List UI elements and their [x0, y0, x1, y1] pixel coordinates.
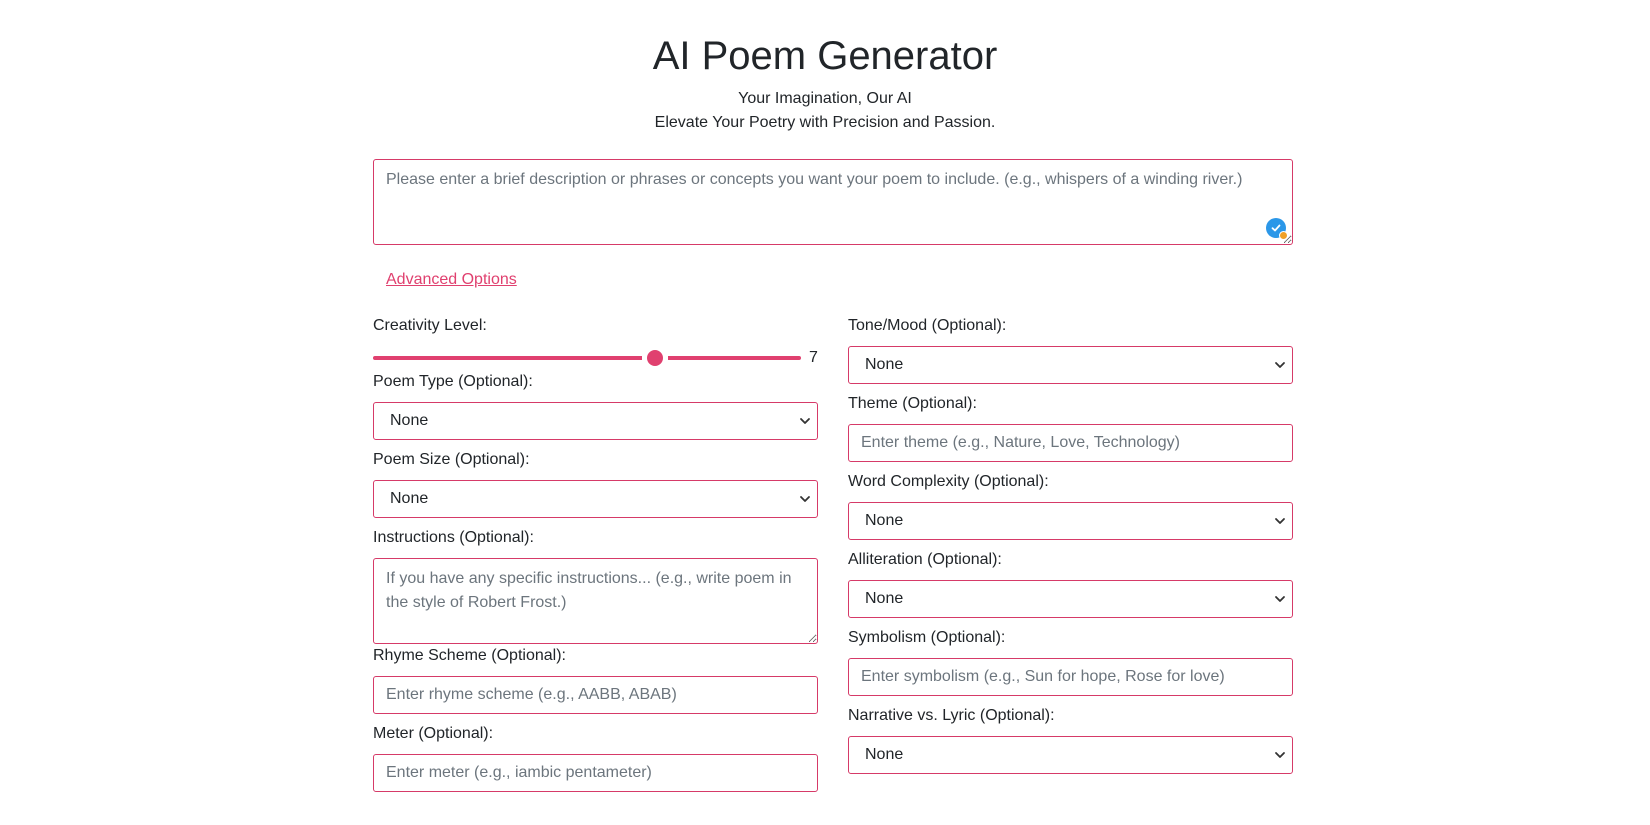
rhyme-scheme-input[interactable] — [373, 676, 818, 714]
creativity-label: Creativity Level: — [373, 317, 487, 334]
chevron-down-icon — [1274, 359, 1286, 371]
alliteration-selected: None — [865, 590, 904, 607]
chevron-down-icon — [1274, 749, 1286, 761]
instructions-input[interactable] — [373, 558, 818, 644]
status-dot — [1279, 231, 1288, 240]
meter-label: Meter (Optional): — [373, 725, 494, 742]
page-title: AI Poem Generator — [652, 34, 998, 78]
narrative-lyric-select[interactable] — [848, 736, 1293, 774]
instructions-label: Instructions (Optional): — [373, 529, 534, 546]
poem-type-select[interactable] — [373, 402, 818, 440]
word-complexity-select[interactable] — [848, 502, 1293, 540]
meter-input[interactable] — [373, 754, 818, 792]
creativity-slider-thumb[interactable] — [647, 350, 663, 366]
narrative-lyric-label: Narrative vs. Lyric (Optional): — [848, 707, 1055, 724]
alliteration-label: Alliteration (Optional): — [848, 551, 1002, 568]
narrative-lyric-selected: None — [865, 746, 904, 763]
tone-mood-select[interactable] — [848, 346, 1293, 384]
word-complexity-selected: None — [865, 512, 904, 529]
tone-mood-selected: None — [865, 356, 904, 373]
subtitle: Elevate Your Poetry with Precision and Passion. — [654, 114, 996, 131]
chevron-down-icon — [799, 493, 811, 505]
poem-size-selected: None — [390, 490, 429, 507]
creativity-slider-track[interactable] — [373, 356, 801, 360]
poem-size-label: Poem Size (Optional): — [373, 451, 530, 468]
poem-type-selected: None — [390, 412, 429, 429]
advanced-options-link[interactable]: Advanced Options — [386, 271, 517, 288]
alliteration-select[interactable] — [848, 580, 1293, 618]
chevron-down-icon — [799, 415, 811, 427]
word-complexity-label: Word Complexity (Optional): — [848, 473, 1049, 490]
rhyme-scheme-label: Rhyme Scheme (Optional): — [373, 647, 566, 664]
tagline: Your Imagination, Our AI — [738, 90, 912, 107]
chevron-down-icon — [1274, 593, 1286, 605]
theme-label: Theme (Optional): — [848, 395, 977, 412]
chevron-down-icon — [1274, 515, 1286, 527]
creativity-value: 7 — [809, 349, 818, 366]
poem-type-label: Poem Type (Optional): — [373, 373, 533, 390]
theme-input[interactable] — [848, 424, 1293, 462]
symbolism-input[interactable] — [848, 658, 1293, 696]
symbolism-label: Symbolism (Optional): — [848, 629, 1006, 646]
poem-size-select[interactable] — [373, 480, 818, 518]
grammar-check-icon[interactable] — [1266, 218, 1286, 238]
tone-mood-label: Tone/Mood (Optional): — [848, 317, 1007, 334]
poem-description-input[interactable] — [373, 159, 1293, 245]
